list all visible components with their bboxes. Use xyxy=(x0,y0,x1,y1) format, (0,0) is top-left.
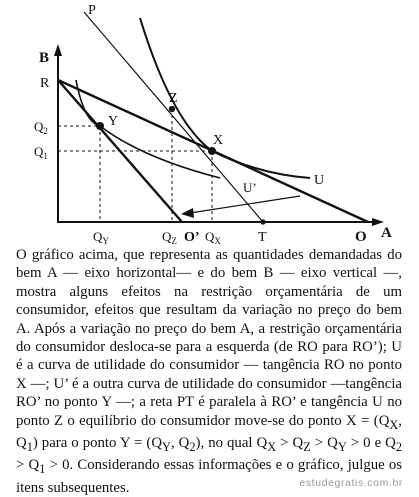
label-Y: Y xyxy=(108,114,119,129)
label-R: R xyxy=(40,76,50,91)
tick-label-QY: $Q_Y$ xyxy=(93,229,109,246)
tick-label-QX: $Q_X$ xyxy=(205,229,221,246)
axis-x-label: A xyxy=(381,225,392,241)
tick-label-Q1: $Q_1$ xyxy=(34,144,48,161)
tick-label-Q2: $Q_2$ xyxy=(34,119,48,136)
y-axis-arrowhead xyxy=(54,44,62,56)
point-Y-dot xyxy=(96,122,104,130)
label-Z: Z xyxy=(169,91,178,106)
axis-y-label: B xyxy=(39,50,50,66)
label-P: P xyxy=(88,3,96,18)
tick-label-QZ: $Q_Z$ xyxy=(162,229,177,246)
label-U-prime: U’ xyxy=(243,180,257,195)
label-O-prime: O’ xyxy=(184,230,200,245)
label-X: X xyxy=(213,133,224,148)
shift-arrowhead xyxy=(181,208,194,218)
curve-U xyxy=(140,18,310,178)
label-U: U xyxy=(314,173,325,188)
question-paragraph: O gráfico acima, que representa as quantidades demandadas do bem A — eixo horizontal— e do bem B — eixo vertical —, mostra alguns efeitos na restrição orçamentária de um consumidor, efeitos que resultam da variação no preço do bem A. Após a variação no preço do bem A, a restrição orçamentária do consumidor desloca-se para a esquerda (de RO para RO’); U é a curva de utilidade do consumidor — tangência RO no ponto X —; U’ é a outra curva de utilidade do consumidor —tangência RO’ no ponto Y —; a reta PT é paralela à RO’ e tangência U no ponto Z o equilíbrio do consumidor move-se do ponto $X = (Q_X$, $Q_1$) para o ponto $Y = (Q_Y$, $Q_2$), no qual $Q_X > Q_Z > Q_Y > 0$ e $Q_2 > Q_1 > 0$. Considerando essas informações e o gráfico, julgue os itens subsequentes. xyxy=(16,247,403,496)
watermark: estudegratis.com.br xyxy=(299,477,403,489)
shift-arrow-line xyxy=(190,196,300,213)
question-text xyxy=(16,246,402,497)
point-Z-dot xyxy=(169,106,175,112)
point-T-dot xyxy=(260,219,265,224)
label-O: O xyxy=(355,229,367,245)
point-X-dot xyxy=(208,147,216,155)
economics-figure xyxy=(0,0,419,246)
label-T: T xyxy=(258,230,267,245)
